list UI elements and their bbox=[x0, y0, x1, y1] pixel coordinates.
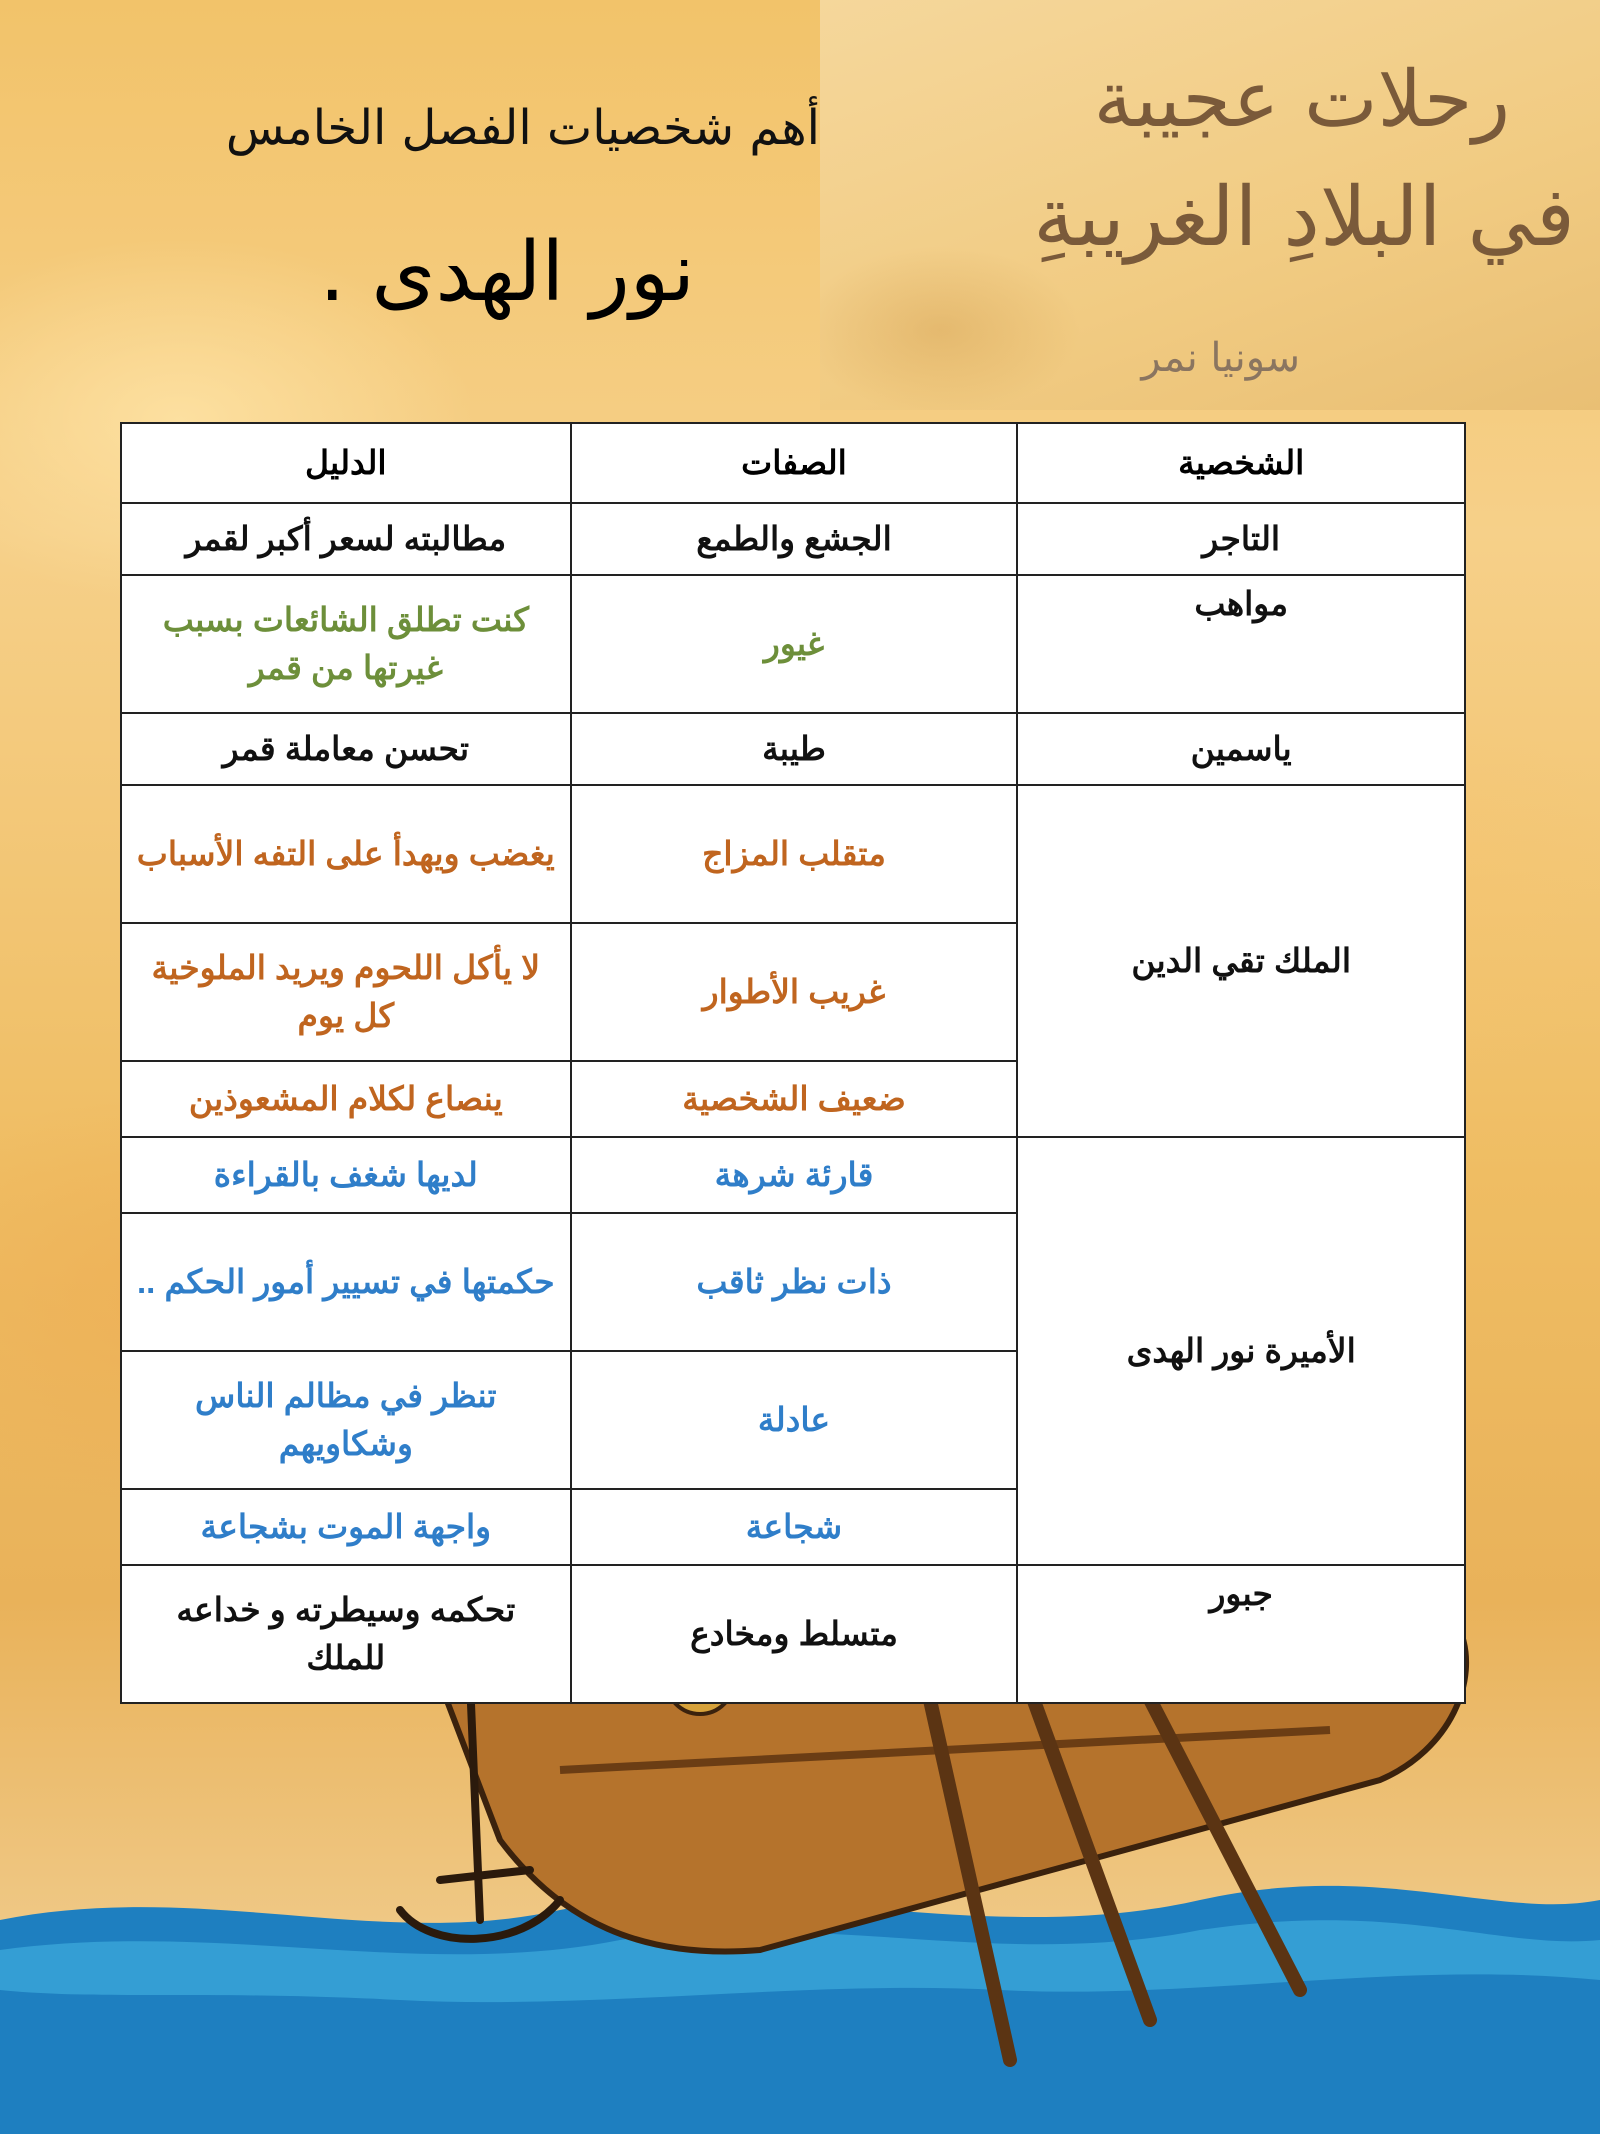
trait-cell: شجاعة bbox=[571, 1489, 1018, 1565]
evidence-cell: تحسن معاملة قمر bbox=[121, 713, 571, 785]
trait-cell: غيور bbox=[571, 575, 1018, 713]
main-character-name: نور الهدى . bbox=[319, 225, 695, 320]
table-row bbox=[121, 785, 1465, 923]
character-cell: الملك تقي الدين bbox=[1017, 785, 1465, 1137]
trait-cell: طيبة bbox=[571, 713, 1018, 785]
evidence-cell: يغضب ويهدأ على التفه الأسباب bbox=[121, 785, 571, 923]
evidence-cell: لديها شغف بالقراءة bbox=[121, 1137, 571, 1213]
character-cell: التاجر bbox=[1017, 503, 1465, 575]
evidence-cell: كنت تطلق الشائعات بسبب غيرتها من قمر bbox=[121, 575, 571, 713]
table-row bbox=[121, 503, 1465, 575]
header-traits: الصفات bbox=[571, 423, 1018, 503]
trait-cell: الجشع والطمع bbox=[571, 503, 1018, 575]
evidence-cell: تنظر في مظالم الناس وشكاويهم bbox=[121, 1351, 571, 1489]
trait-cell: متسلط ومخادع bbox=[571, 1565, 1018, 1703]
character-cell: ياسمين bbox=[1017, 713, 1465, 785]
character-cell: مواهب bbox=[1017, 575, 1465, 713]
table-row bbox=[121, 575, 1465, 713]
header-evidence: الدليل bbox=[121, 423, 571, 503]
evidence-cell: تحكمه وسيطرته و خداعه للملك bbox=[121, 1565, 571, 1703]
cover-title-line2: في البلادِ الغريبةِ bbox=[1033, 170, 1575, 265]
evidence-cell: مطالبته لسعر أكبر لقمر bbox=[121, 503, 571, 575]
table-row bbox=[121, 713, 1465, 785]
trait-cell: قارئة شرهة bbox=[571, 1137, 1018, 1213]
header-character: الشخصية bbox=[1017, 423, 1465, 503]
trait-cell: متقلب المزاج bbox=[571, 785, 1018, 923]
evidence-cell: لا يأكل اللحوم ويريد الملوخية كل يوم bbox=[121, 923, 571, 1061]
character-cell: الأميرة نور الهدى bbox=[1017, 1137, 1465, 1565]
table-row bbox=[121, 1137, 1465, 1213]
trait-cell: عادلة bbox=[571, 1351, 1018, 1489]
table-row bbox=[121, 1565, 1465, 1703]
cover-title-line1: رحلات عجيبة bbox=[1093, 55, 1510, 145]
evidence-cell: واجهة الموت بشجاعة bbox=[121, 1489, 571, 1565]
cover-author: سونيا نمر bbox=[1141, 335, 1300, 381]
evidence-cell: ينصاع لكلام المشعوذين bbox=[121, 1061, 571, 1137]
book-cover bbox=[820, 0, 1600, 410]
trait-cell: ذات نظر ثاقب bbox=[571, 1213, 1018, 1351]
characters-table bbox=[120, 422, 1466, 1704]
trait-cell: ضعيف الشخصية bbox=[571, 1061, 1018, 1137]
evidence-cell: حكمتها في تسيير أمور الحكم .. bbox=[121, 1213, 571, 1351]
trait-cell: غريب الأطوار bbox=[571, 923, 1018, 1061]
character-cell: جبور bbox=[1017, 1565, 1465, 1703]
table-header-row bbox=[121, 423, 1465, 503]
chapter-heading: أهم شخصيات الفصل الخامس bbox=[225, 100, 820, 156]
